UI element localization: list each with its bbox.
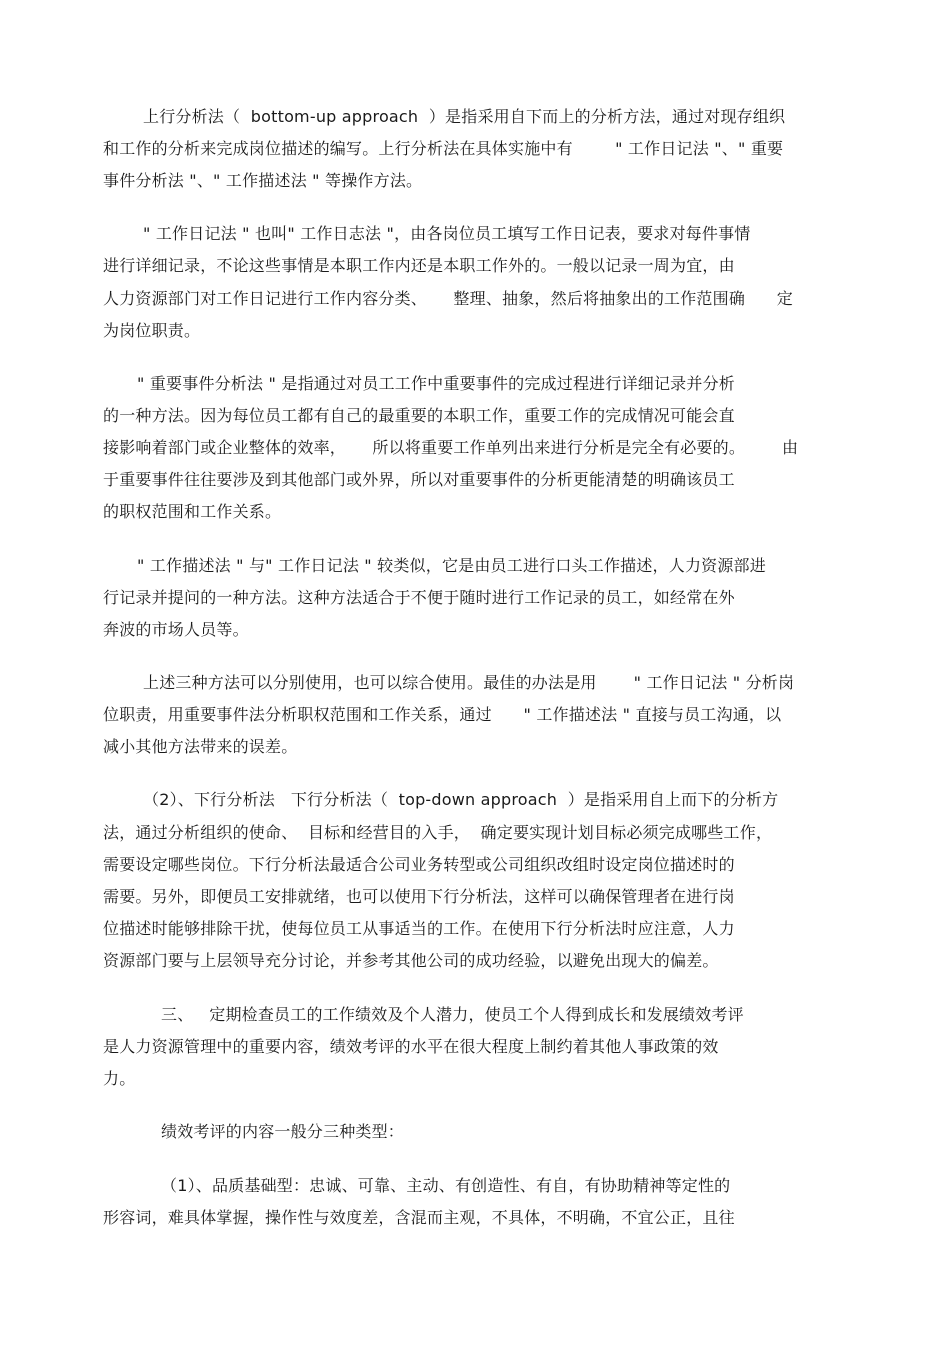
paragraph-line: 形容词，难具体掌握，操作性与效度差，含混而主观，不具体，不明确，不宜公正，且往	[103, 1208, 735, 1227]
paragraph-line: " 工作日记法 " 也叫" 工作日志法 "，由各岗位员工填写工作日记表，要求对每件事情	[143, 224, 751, 243]
paragraph-line: 上行分析法（ bottom-up approach ）是指采用自下而上的分析方法，通过对现存组织	[143, 107, 786, 126]
paragraph-line: 位职责，用重要事件法分析职权范围和工作关系，通过 " 工作描述法 " 直接与员工沟通，以	[103, 705, 782, 724]
paragraph-line: 于重要事件往往要涉及到其他部门或外界，所以对重要事件的分析更能清楚的明确该员工	[103, 470, 735, 489]
paragraph-line: 需要。另外，即便员工安排就绪，也可以使用下行分析法，这样可以确保管理者在进行岗	[103, 887, 735, 906]
paragraph-line: " 重要事件分析法 " 是指通过对员工工作中重要事件的完成过程进行详细记录并分析	[137, 374, 735, 393]
paragraph-line: 的一种方法。因为每位员工都有自己的最重要的本职工作，重要工作的完成情况可能会直	[103, 406, 735, 425]
paragraph-line: 和工作的分析来完成岗位描述的编写。上行分析法在具体实施中有 " 工作日记法 "、" 重要	[103, 139, 784, 158]
paragraph-line: 接影响着部门或企业整体的效率， 所以将重要工作单列出来进行分析是完全有必要的。 由	[103, 438, 799, 457]
paragraph-line: 需要设定哪些岗位。下行分析法最适合公司业务转型或公司组织改组时设定岗位描述时的	[103, 855, 735, 874]
paragraph-line: 力。	[103, 1069, 136, 1088]
paragraph-line: 的职权范围和工作关系。	[103, 502, 282, 521]
paragraph-line: 绩效考评的内容一般分三种类型：	[161, 1122, 405, 1141]
paragraph-line: 资源部门要与上层领导充分讨论，并参考其他公司的成功经验，以避免出现大的偏差。	[103, 951, 719, 970]
paragraph-line: （2）、下行分析法 下行分析法（ top-down approach ）是指采用自上而下的分析方	[143, 790, 779, 809]
paragraph-line: " 工作描述法 " 与" 工作日记法 " 较类似，它是由员工进行口头工作描述，人力资源部进	[137, 556, 766, 575]
paragraph-line: 为岗位职责。	[103, 321, 201, 340]
paragraph-line: 法，通过分析组织的使命、 目标和经营目的入手， 确定要实现计划目标必须完成哪些工作，	[103, 823, 773, 842]
paragraph-line: 上述三种方法可以分别使用，也可以综合使用。最佳的办法是用 " 工作日记法 " 分析岗	[143, 673, 795, 692]
paragraph-line: 人力资源部门对工作日记进行工作内容分类、 整理、抽象，然后将抽象出的工作范围确 定	[103, 289, 793, 308]
paragraph-line: 位描述时能够排除干扰，使每位员工从事适当的工作。在使用下行分析法时应注意，人力	[103, 919, 735, 938]
section-heading-line: 三、 定期检查员工的工作绩效及个人潜力，使员工个人得到成长和发展绩效考评	[161, 1005, 744, 1024]
paragraph-line: （1）、品质基础型：忠诚、可靠、主动、有创造性、有自，有协助精神等定性的	[161, 1176, 731, 1195]
paragraph-line: 减小其他方法带来的误差。	[103, 737, 298, 756]
paragraph-line: 行记录并提问的一种方法。这种方法适合于不便于随时进行工作记录的员工，如经常在外	[103, 588, 735, 607]
paragraph-line: 奔波的市场人员等。	[103, 620, 249, 639]
paragraph-line: 是人力资源管理中的重要内容，绩效考评的水平在很大程度上制约着其他人事政策的效	[103, 1037, 719, 1056]
paragraph-line: 进行详细记录，不论这些事情是本职工作内还是本职工作外的。一般以记录一周为宜，由	[103, 256, 735, 275]
paragraph-line: 事件分析法 "、" 工作描述法 " 等操作方法。	[103, 171, 423, 190]
